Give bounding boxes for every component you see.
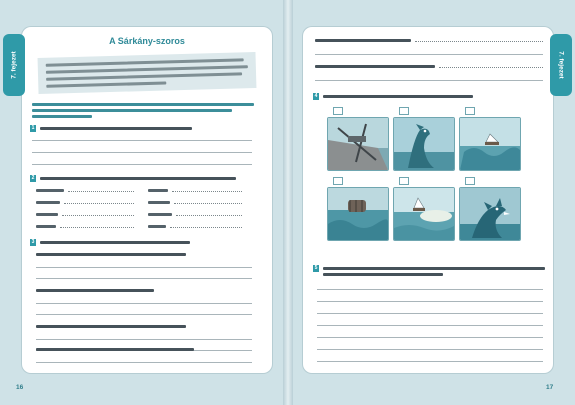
story-picture-3 bbox=[459, 117, 521, 171]
chapter-title: A Sárkány-szoros bbox=[109, 36, 185, 46]
order-box[interactable] bbox=[399, 107, 409, 115]
exercise-question bbox=[323, 95, 473, 98]
fill-in-line bbox=[68, 191, 134, 192]
exercise-question bbox=[40, 127, 192, 130]
answer-line bbox=[32, 152, 252, 153]
fill-in-line bbox=[174, 203, 242, 204]
fill-in-line bbox=[60, 227, 134, 228]
exercise-question bbox=[323, 267, 545, 270]
intro-quote-box bbox=[38, 52, 257, 94]
answer-line bbox=[317, 313, 543, 314]
answer-line bbox=[315, 80, 543, 81]
instruction-text bbox=[32, 103, 254, 106]
answer-line bbox=[36, 314, 252, 315]
exercise-question bbox=[40, 177, 236, 180]
fill-in-line bbox=[176, 215, 242, 216]
exercise-number: 3 bbox=[31, 239, 35, 245]
exercise-number: 2 bbox=[31, 175, 35, 181]
fill-in-line bbox=[415, 41, 543, 42]
answer-line bbox=[36, 362, 252, 363]
page-number: 17 bbox=[546, 384, 554, 391]
page-number: 16 bbox=[16, 384, 24, 391]
answer-line bbox=[32, 164, 252, 165]
fill-in-line bbox=[439, 67, 543, 68]
answer-line bbox=[317, 325, 543, 326]
fill-in-line bbox=[172, 191, 242, 192]
fill-in-line bbox=[62, 215, 134, 216]
left-page bbox=[22, 27, 272, 373]
order-box[interactable] bbox=[333, 177, 343, 185]
book-spine bbox=[283, 0, 293, 405]
story-picture-6 bbox=[459, 187, 521, 241]
chapter-side-tab: 7. fejezet bbox=[550, 34, 572, 96]
answer-line bbox=[317, 349, 543, 350]
answer-line bbox=[315, 54, 543, 55]
answer-line bbox=[32, 140, 252, 141]
answer-line bbox=[36, 303, 252, 304]
order-box[interactable] bbox=[465, 177, 475, 185]
answer-line bbox=[317, 361, 543, 362]
order-box[interactable] bbox=[399, 177, 409, 185]
exercise-number: 1 bbox=[31, 125, 35, 131]
chapter-side-tab: 7. fejezet bbox=[3, 34, 25, 96]
answer-line bbox=[317, 301, 543, 302]
exercise-question bbox=[40, 241, 190, 244]
right-page bbox=[303, 27, 553, 373]
story-picture-1 bbox=[327, 117, 389, 171]
order-box[interactable] bbox=[333, 107, 343, 115]
answer-line bbox=[36, 278, 252, 279]
story-picture-5 bbox=[393, 187, 455, 241]
fill-in-line bbox=[64, 203, 134, 204]
story-picture-4 bbox=[327, 187, 389, 241]
exercise-number: 5 bbox=[314, 265, 318, 271]
answer-line bbox=[317, 289, 543, 290]
exercise-number: 4 bbox=[314, 93, 318, 99]
order-box[interactable] bbox=[465, 107, 475, 115]
answer-line bbox=[317, 337, 543, 338]
answer-line bbox=[36, 267, 252, 268]
story-picture-2 bbox=[393, 117, 455, 171]
fill-in-line bbox=[170, 227, 242, 228]
answer-line bbox=[36, 339, 252, 340]
